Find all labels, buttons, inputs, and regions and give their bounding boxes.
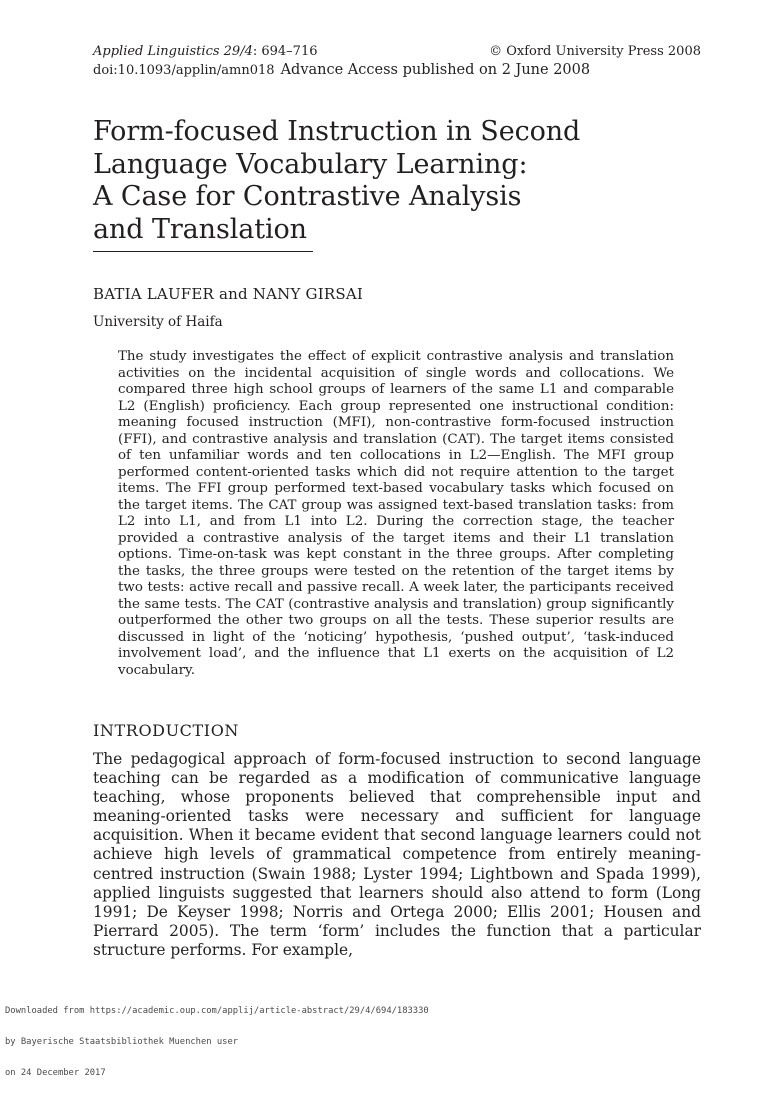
download-watermark: [5, 985, 429, 1099]
title-line: A Case for Contrastive Analysis: [93, 181, 522, 212]
advance-access-notice: Advance Access published on 2 June 2008: [280, 62, 591, 78]
running-head: [93, 42, 701, 80]
intro-paragraph: The pedagogical approach of form-focused instruction to second language teaching can be regarded as a modification of communicative language teaching, whose proponents believed that comprehensible input and meaning-oriented tasks were necessary and sufficient for language acquisition. When it became evident that second language learners could not achieve high levels of grammatical competence from entirely meaning-centred instruction (Swain 1988; Lyster 1994; Lightbown and Spada 1999), applied linguists suggested that learners should also attend to form (Long 1991; De Keyser 1998; Norris and Ortega 2000; Ellis 2001; Housen and Pierrard 2005). The term ‘form’ includes the function that a particular structure performs. For example,: [93, 750, 701, 959]
title-line: Form-focused Instruction in Second: [93, 116, 581, 147]
title-rule: [93, 251, 313, 252]
journal-citation: [93, 42, 317, 61]
title-line: and Translation: [93, 213, 307, 245]
journal-name: Applied Linguistics 29/4: [93, 44, 253, 59]
affiliation: University of Haifa: [93, 314, 223, 330]
title-line: Language Vocabulary Learning:: [93, 148, 528, 180]
copyright-notice: © Oxford University Press 2008: [489, 44, 701, 59]
article-title: [93, 116, 653, 246]
doi-line: [93, 61, 701, 80]
author-list: BATIA LAUFER and NANY GIRSAI: [93, 285, 363, 303]
doi: doi:10.1093/applin/amn018: [93, 63, 275, 78]
abstract: The study investigates the effect of explicit contrastive analysis and translation activities on the incidental acquisition of single words and collocations. We compared three high school groups of learners of the same L1 and comparable L2 (English) proficiency. Each group represented one instructional condition: meaning focused instruction (MFI), non-contrastive form-focused instruction (FFI), and contrastive analysis and translation (CAT). The target items consisted of ten unfamiliar words and ten collocations in L2—English. The MFI group performed content-oriented tasks which did not require attention to the target items. The FFI group performed text-based vocabulary tasks which focused on the target items. The CAT group was assigned text-based translation tasks: from L2 into L1, and from L1 into L2. During the correction stage, the teacher provided a contrastive analysis of the target items and their L1 translation options. Time-on-task was kept constant in the three groups. After completing the tasks, the three groups were tested on the retention of the target items by two tests: active recall and passive recall. A week later, the participants received the same tests. The CAT (contrastive analysis and translation) group significantly outperformed the other two groups on all the tests. These superior results are discussed in light of the ‘noticing’ hypothesis, ‘pushed output’, ‘task-induced involvement load’, and the influence that L1 exerts on the acquisition of L2 vocabulary.: [118, 349, 674, 678]
journal-pages: : 694–716: [252, 44, 318, 59]
download-user-line: by Bayerische Staatsbibliothek Muenchen user: [5, 1037, 239, 1048]
download-date-line: on 24 December 2017: [5, 1068, 106, 1079]
section-heading: INTRODUCTION: [93, 721, 240, 740]
download-source-line: Downloaded from https://academic.oup.com/applij/article-abstract/29/4/694/183330: [5, 1005, 429, 1016]
running-head-top-row: [93, 42, 701, 61]
